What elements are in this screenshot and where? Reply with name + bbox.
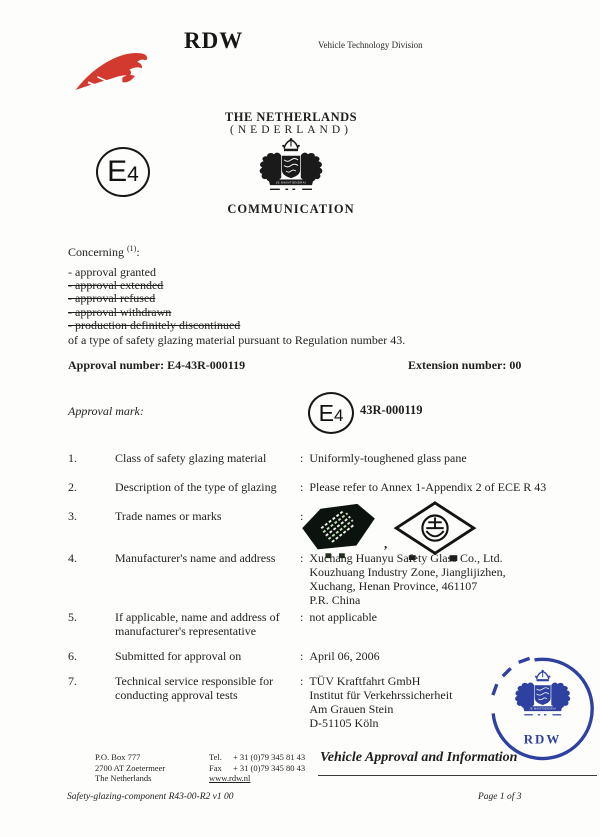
colon: : [300,610,304,624]
item-number: 7. [68,674,77,688]
country-title: THE NETHERLANDS [224,110,358,124]
address-line: The Netherlands [95,773,152,783]
item-value: TÜV Kraftfahrt GmbH [309,674,421,688]
item-number: 5. [68,610,77,624]
colon: : [300,674,304,688]
option-approval-granted: - approval granted [68,265,156,279]
stamp-rdw-text: RDW [523,732,562,747]
rdw-wordmark: RDW [184,28,244,53]
item-label: If applicable, name and address of [115,610,280,624]
item-number: 2. [68,480,77,494]
item-value: D-51105 Köln [309,716,379,730]
item-number: 4. [68,551,77,565]
item-label: manufacturer's representative [115,624,257,638]
address-line: 2700 AT Zoetermeer [95,762,166,773]
colon: : [300,509,304,523]
footer-address [95,752,165,784]
e4-digit: 4 [127,163,139,186]
fax-label: Fax [209,762,222,773]
document-reference: Safety-glazing-component R43-00-R2 v1 00 [67,792,234,802]
concerning-section: Concerning $^{(1)}$: - approval granted - approval extended - approval refused - approval withdrawn - production definitely discontinued [68,244,241,332]
footnote-marker: (1) [127,244,137,253]
item-label: Description of the type of glazing [115,480,277,494]
item-number: 3. [68,509,77,523]
option-approval-extended: - approval extended [68,278,164,293]
item-label: Technical service responsible for [115,674,274,688]
item-value: Kouzhuang Industry Zone, Jianglijizhen, [309,565,506,579]
website-link: www.rdw.nl [209,773,251,783]
netherlands-coat-of-arms-icon [249,136,333,202]
colon: : [300,480,304,494]
footer-tagline: Vehicle Approval and Information [320,750,518,765]
footer-contact [209,752,305,784]
option-production-discontinued: - production definitely discontinued [68,317,241,332]
e4-approval-badge-large [96,147,150,197]
item-value: P.R. China [309,593,361,607]
item-number: 6. [68,649,77,663]
e4-approval-badge-small [308,392,354,434]
option-approval-refused: - approval refused [68,291,156,306]
tel-label: Tel. [209,752,222,762]
division-title: Vehicle Technology Division [318,40,423,50]
communication-heading: COMMUNICATION [227,202,355,216]
item-number: 1. [68,451,77,465]
concerning-options [68,266,240,332]
item-label: Manufacturer's name and address [115,551,276,565]
item-value: Please refer to Annex 1-Appendix 2 of ECE R 43 [309,480,547,494]
rdw-stamp-icon [477,649,600,763]
colon: : [300,451,304,465]
subject-line: of a type of safety glazing material pursuant to Regulation number 43. [68,333,406,347]
item-value: Uniformly-toughened glass pane [309,451,467,465]
colon: : [300,551,304,565]
item-value: April 06, 2006 [309,649,380,663]
page-indicator: Page 1 of 3 [478,792,522,802]
option-approval-withdrawn: - approval withdrawn [68,304,172,319]
item-label: Class of safety glazing material [115,451,267,465]
approval-number: Approval number: E4-43R-000119 [68,358,246,372]
item-value: not applicable [309,610,377,624]
colon: : [300,649,304,663]
approval-mark-label: Approval mark: [68,404,144,418]
country-title-native: (NEDERLAND) [230,124,352,136]
item-value: Xuchang Huanyu Safety Glass Co., Ltd. [309,551,503,565]
item-value: Am Grauen Stein [309,702,394,716]
extension-number: Extension number: 00 [408,358,522,372]
concerning-label: Concerning [68,245,124,259]
item-label: Trade names or marks [115,509,222,523]
trademark-separator: , [384,536,388,551]
item-label: Submitted for approval on [115,649,242,663]
address-line: P.O. Box 777 [95,752,141,762]
e4-letter: E [107,155,128,188]
rdw-swoosh-icon [74,40,152,98]
fax-number: + 31 (0)79 345 80 43 [233,762,306,773]
e4-letter: E [318,399,334,426]
item-value: Institut für Verkehrssicherheit [309,688,453,702]
approval-mark-number: 43R-000119 [360,403,423,417]
e4-digit: 4 [333,405,344,425]
footer-rule [318,775,597,776]
tel-number: + 31 (0)79 345 81 43 [233,752,306,762]
item-value: Xuchang, Henan Province, 461107 [309,579,478,593]
item-label: conducting approval tests [115,688,238,702]
